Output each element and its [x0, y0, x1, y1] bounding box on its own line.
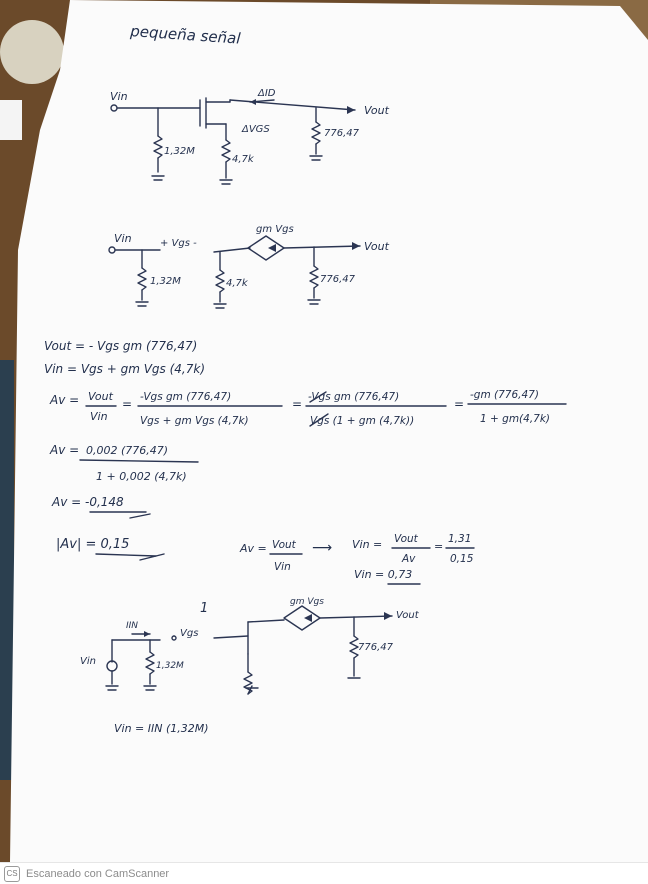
eq-sign-4: = — [434, 540, 444, 553]
c2-vin-label: Vin — [114, 232, 132, 245]
av-label: Av = — [50, 393, 80, 407]
c3-vout-label: Vout — [396, 610, 419, 621]
step1-num: -Vgs gm (776,47) — [140, 391, 232, 403]
c1-delta-vgs-label: ΔVGS — [242, 124, 270, 135]
eq-vin: Vin = Vgs + gm Vgs (4,7k) — [44, 362, 206, 376]
vin-calc-den: Vin — [274, 561, 291, 573]
c3-source-label: gm Vgs — [290, 597, 324, 607]
vin-val-den: 0,15 — [450, 553, 474, 565]
vin-val-num: 1,31 — [448, 533, 472, 545]
abs-av: |Av| = 0,15 — [56, 537, 130, 552]
camscanner-logo-icon: CS — [4, 866, 20, 882]
av-result: Av = -0,148 — [52, 495, 124, 509]
vin-calc-num: Vout — [272, 539, 296, 551]
vin-result: Vin = 0,73 — [354, 568, 413, 581]
eq-sign-1: = — [122, 397, 133, 411]
step1-den: Vgs + gm Vgs (4,7k) — [140, 415, 249, 427]
av2-den: 1 + 0,002 (4,7k) — [96, 470, 187, 483]
step2-den: Vgs (1 + gm (4,7k)) — [310, 415, 415, 427]
step3-num: -gm (776,47) — [470, 389, 539, 401]
c2-source-label: gm Vgs — [256, 224, 294, 235]
eq-vout: Vout = - Vgs gm (776,47) — [44, 339, 198, 353]
c2-vgs-label: + Vgs - — [160, 238, 197, 249]
c1-delta-id-label: ΔID — [258, 88, 276, 99]
av2-label: Av = — [50, 443, 80, 457]
av2-num: 0,002 (776,47) — [86, 444, 169, 457]
last-equation: Vin = IIN (1,32M) — [114, 722, 209, 735]
scanner-footer-text: Escaneado con CamScanner — [26, 867, 170, 880]
c1-vin-label: Vin — [110, 90, 128, 103]
cork-object — [0, 20, 64, 84]
c3-marker: 1 — [200, 601, 209, 616]
vin-num: Vout — [394, 533, 418, 545]
scanner-footer — [0, 862, 648, 884]
c3-rl-label: 776,47 — [358, 642, 393, 653]
c1-rl-label: 776,47 — [324, 128, 359, 139]
vin-calc-lhs: Av = — [240, 542, 267, 555]
c2-vout-label: Vout — [364, 240, 389, 253]
c3-vgs-label: Vgs — [180, 628, 199, 639]
vin-den: Av — [402, 553, 416, 565]
eq-sign-2: = — [292, 397, 303, 411]
eq-sign-3: = — [454, 397, 465, 411]
arrow: ⟶ — [312, 540, 333, 556]
page-title: pequeña señal — [129, 22, 242, 48]
c2-r1-label: 1,32M — [150, 276, 181, 287]
step3-den: 1 + gm(4,7k) — [480, 413, 551, 425]
c2-rl-label: 776,47 — [320, 274, 355, 285]
c3-r1-label: 1,32M — [156, 661, 184, 671]
c2-rs-label: 4,7k — [226, 278, 248, 289]
c1-r1-label: 1,32M — [164, 146, 195, 157]
c1-vout-label: Vout — [364, 104, 389, 117]
step2-num: -Vgs gm (776,47) — [308, 391, 400, 403]
c3-iin-label: IIN — [126, 621, 139, 631]
vin-eq: Vin = — [352, 538, 383, 551]
c1-rs-label: 4,7k — [232, 154, 254, 165]
c3-vin-label: Vin — [80, 656, 96, 667]
av-frac-den: Vin — [90, 410, 108, 423]
av-frac-num: Vout — [88, 390, 113, 403]
